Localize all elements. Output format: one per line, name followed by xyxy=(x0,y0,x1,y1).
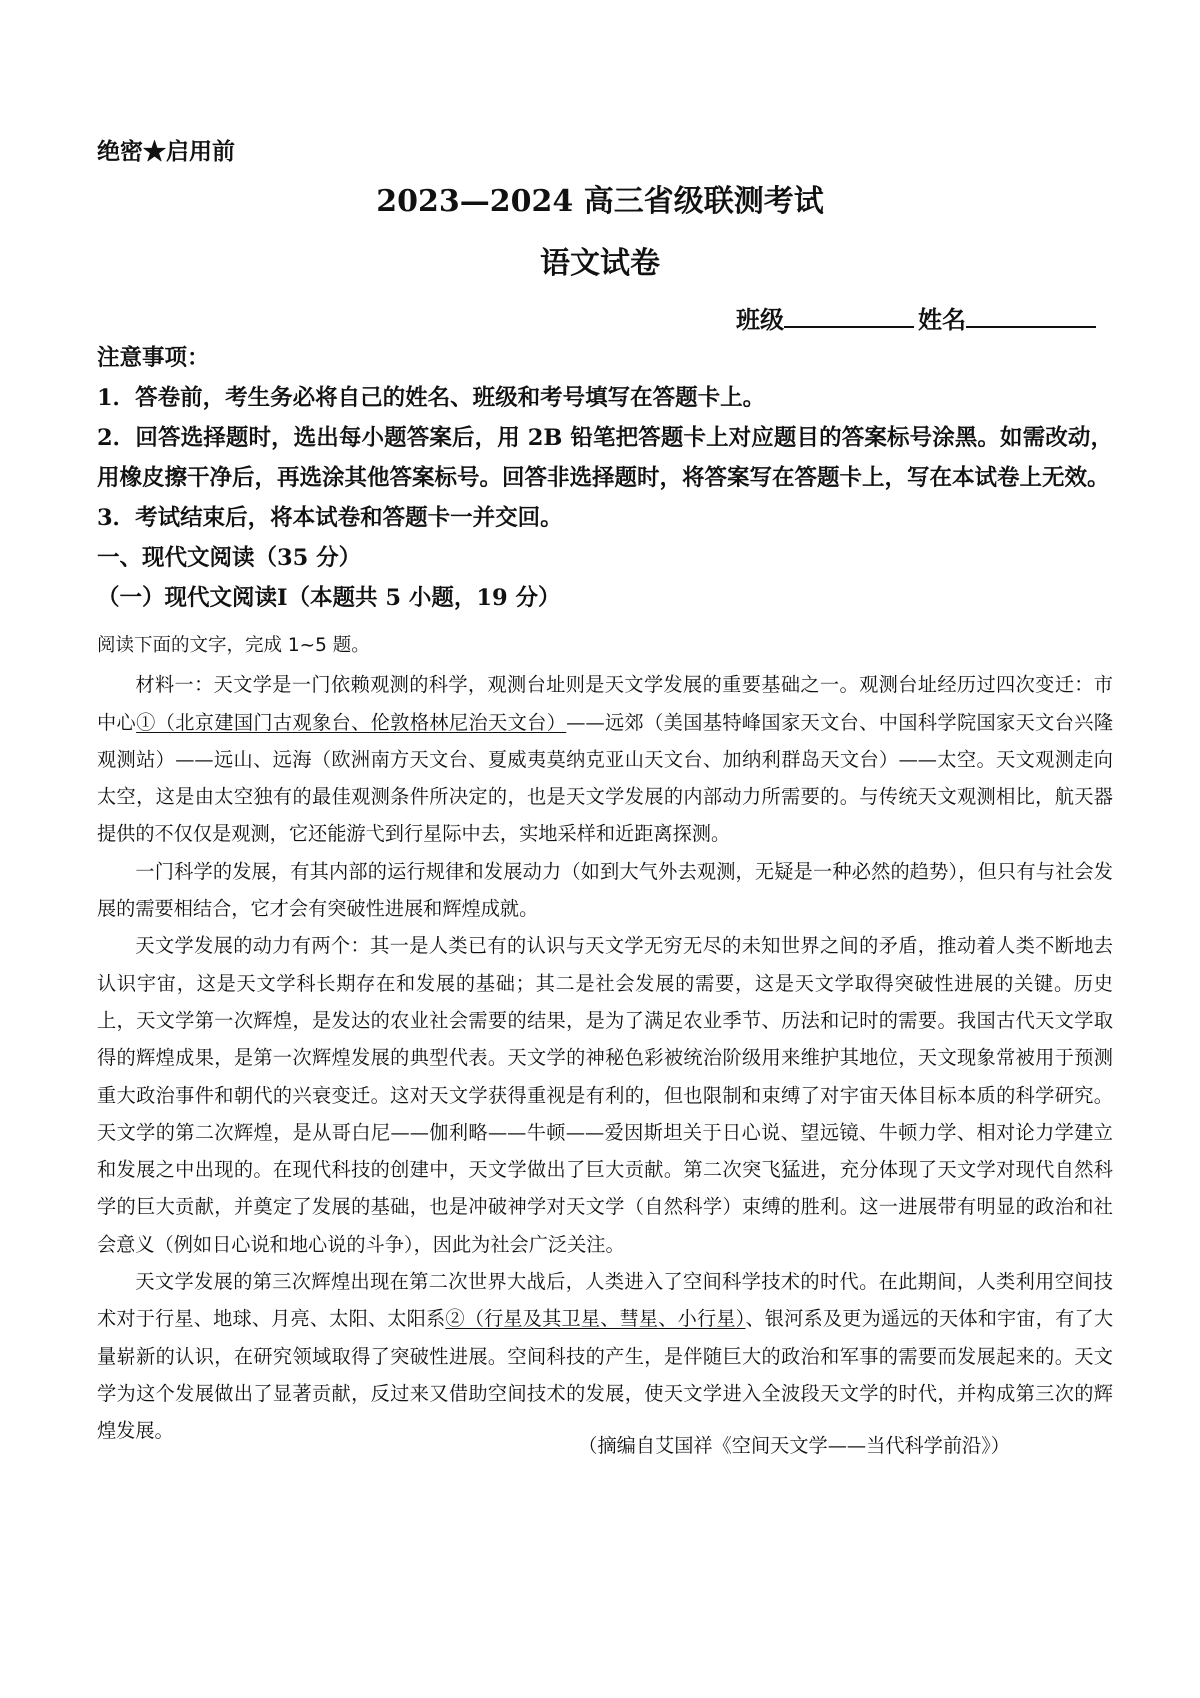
exam-title: 2023—2024 高三省级联测考试 xyxy=(376,184,824,219)
underlined-phrase-2: ②（行星及其卫星、彗星、小行星） xyxy=(445,1307,746,1331)
reading-passage xyxy=(97,627,1113,1450)
class-blank xyxy=(784,300,914,328)
notes-item-3: 3．考试结束后，将本试卷和答题卡一并交回。 xyxy=(97,505,563,531)
source-citation: （摘编自艾国祥《空间天文学——当代科学前沿》） xyxy=(578,1434,1010,1457)
notes-item-2: 2．回答选择题时，选出每小题答案后，用 2B 铅笔把答题卡上对应题目的答案标号涂黑。如需改动，用橡皮擦干净后，再选涂其他答案标号。回答非选择题时，将答案写在答题卡上，写在本试卷上无效。 xyxy=(97,425,1113,491)
name-blank xyxy=(966,300,1096,328)
paragraph-4-text-b: 、银河系及更为遥远的天体和宇宙，有了大量崭新的认识，在研究领域取得了突破性进展。空间科技的产生，是伴随巨大的政治和军事的需要而发展起来的。天文学为这个发展做出了显著贡献，反过来又借助空间技术的发展，使天文学进入全波段天文学的时代，并构成第三次的辉煌发展。 xyxy=(97,1307,1114,1443)
class-label: 班级 xyxy=(736,305,784,334)
section-heading: 一、现代文阅读（35 分） xyxy=(97,545,362,571)
paragraph-3: 天文学发展的动力有两个：其一是人类已有的认识与天文学无穷无尽的未知世界之间的矛盾，推动着人类不断地去认识宇宙，这是天文学科长期存在和发展的基础；其二是社会发展的需要，这是天文学取得突破性进展的关键。历史上，天文学第一次辉煌，是发达的农业社会需要的结果，是为了满足农业季节、历法和记时的需要。我国古代天文学取得的辉煌成果，是第一次辉煌发展的典型代表。天文学的神秘色彩被统治阶级用来维护其地位，天文现象常被用于预测重大政治事件和朝代的兴衰变迁。这对天文学获得重视是有利的，但也限制和束缚了对宇宙天体目标本质的科学研究。天文学的第二次辉煌，是从哥白尼——伽利略——牛顿——爱因斯坦关于日心说、望远镜、牛顿力学、相对论力学建立和发展之中出现的。在现代科技的创建中，天文学做出了巨大贡献。第二次突飞猛进，充分体现了天文学对现代自然科学的巨大贡献，并奠定了发展的基础，也是冲破神学对天文学（自然科学）束缚的胜利。这一进展带有明显的政治和社会意义（例如日心说和地心说的斗争），因此为社会广泛关注。 xyxy=(97,934,1113,1256)
exam-subtitle: 语文试卷 xyxy=(540,246,660,281)
paragraph-4-text-a: 天文学发展的第三次辉煌出现在第二次世界大战后，人类进入了空间科学技术的时代。在此期间，人类利用空间技术对于行星、地球、月亮、太阳、太阳系 xyxy=(97,1270,1113,1331)
reading-instruction: 阅读下面的文字，完成 1~5 题。 xyxy=(97,635,370,656)
paragraph-2: 一门科学的发展，有其内部的运行规律和发展动力（如到大气外去观测，无疑是一种必然的趋势），但只有与社会发展的需要相结合，它才会有突破性进展和辉煌成就。 xyxy=(97,859,1113,921)
class-name-fields xyxy=(736,300,1100,337)
paragraph-1-text-a: 材料一：天文学是一门依赖观测的科学，观测台址则是天文学发展的重要基础之一。观测台址经历过四次变迁：市中心 xyxy=(97,673,1113,734)
name-label: 姓名 xyxy=(918,305,966,334)
underlined-phrase-1: ①（北京建国门古观象台、伦敦格林尼治天文台） xyxy=(136,710,567,734)
paragraph-1-text-b: ——远郊（美国基特峰国家天文台、中国科学院国家天文台兴隆观测站）——远山、远海（欧洲南方天文台、夏威夷莫纳克亚山天文台、加纳利群岛天文台）——太空。天文观测走向太空，这是由太空独有的最佳观测条件所决定的，也是天文学发展的内部动力所需要的。与传统天文观测相比，航天器提供的不仅仅是观测，它还能游弋到行星际中去，实地采样和近距离探测。 xyxy=(97,710,1114,846)
notes-section xyxy=(97,338,1113,618)
subsection-heading: （一）现代文阅读Ⅰ（本题共 5 小题，19 分） xyxy=(97,585,561,611)
paragraph-1 xyxy=(97,666,1113,852)
paragraph-4 xyxy=(97,1263,1113,1449)
confidential-mark: 绝密★启用前 xyxy=(97,138,235,165)
notes-item-1: 1．答卷前，考生务必将自己的姓名、班级和考号填写在答题卡上。 xyxy=(97,385,766,411)
notes-heading: 注意事项： xyxy=(97,345,210,371)
